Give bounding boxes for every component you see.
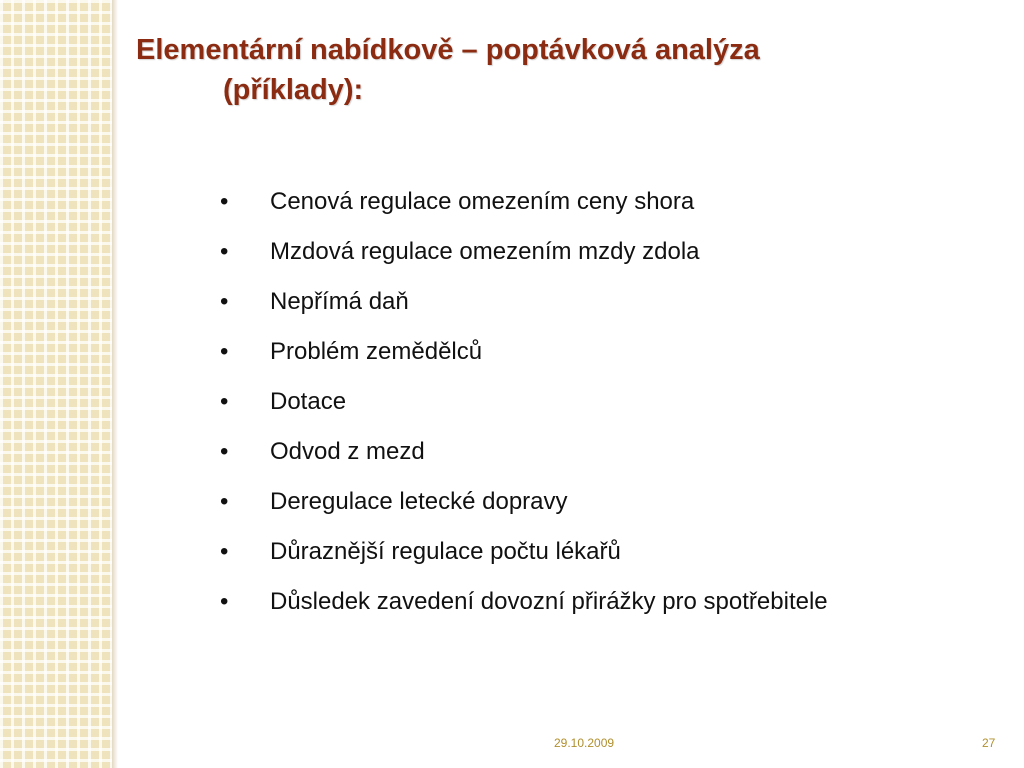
list-item-text: Mzdová regulace omezením mzdy zdola bbox=[270, 238, 700, 265]
list-item-text: Problém zemědělců bbox=[270, 338, 483, 365]
bullet-marker: • bbox=[220, 338, 229, 365]
list-item-text: Cenová regulace omezením ceny shora bbox=[270, 188, 695, 215]
list-item bbox=[220, 382, 920, 432]
list-item bbox=[220, 182, 920, 232]
slide-number: 27 bbox=[982, 736, 996, 750]
list-item-text: Deregulace letecké dopravy bbox=[270, 488, 568, 515]
slide-title bbox=[136, 30, 936, 110]
list-item bbox=[220, 532, 920, 582]
bullet-marker: • bbox=[220, 538, 229, 565]
band-shadow-edge bbox=[112, 0, 118, 768]
list-item bbox=[220, 282, 920, 332]
footer-date: 29.10.2009 bbox=[554, 736, 615, 750]
bullet-marker: • bbox=[220, 288, 229, 315]
bullet-marker: • bbox=[220, 438, 229, 465]
title-line-2: (příklady): bbox=[223, 74, 364, 106]
bullet-marker: • bbox=[220, 588, 229, 615]
list-item bbox=[220, 432, 920, 482]
list-item bbox=[220, 582, 840, 622]
title-line-1: Elementární nabídkově – poptávková analýza bbox=[136, 34, 760, 66]
bullet-marker: • bbox=[220, 188, 229, 215]
bullet-marker: • bbox=[220, 488, 229, 515]
list-item-text: Odvod z mezd bbox=[270, 438, 425, 465]
list-item-text: Důsledek zavedení dovozní přirážky pro spotřebitele bbox=[270, 588, 828, 615]
bullet-marker: • bbox=[220, 238, 229, 265]
list-item bbox=[220, 232, 920, 282]
list-item-text: Důraznější regulace počtu lékařů bbox=[270, 538, 621, 565]
list-item-text: Nepřímá daň bbox=[270, 288, 409, 315]
list-item bbox=[220, 332, 920, 382]
bullet-marker: • bbox=[220, 388, 229, 415]
list-item bbox=[220, 482, 920, 532]
decorative-pattern-band bbox=[0, 0, 112, 768]
list-item-text: Dotace bbox=[270, 388, 347, 415]
bullet-list bbox=[220, 182, 920, 622]
